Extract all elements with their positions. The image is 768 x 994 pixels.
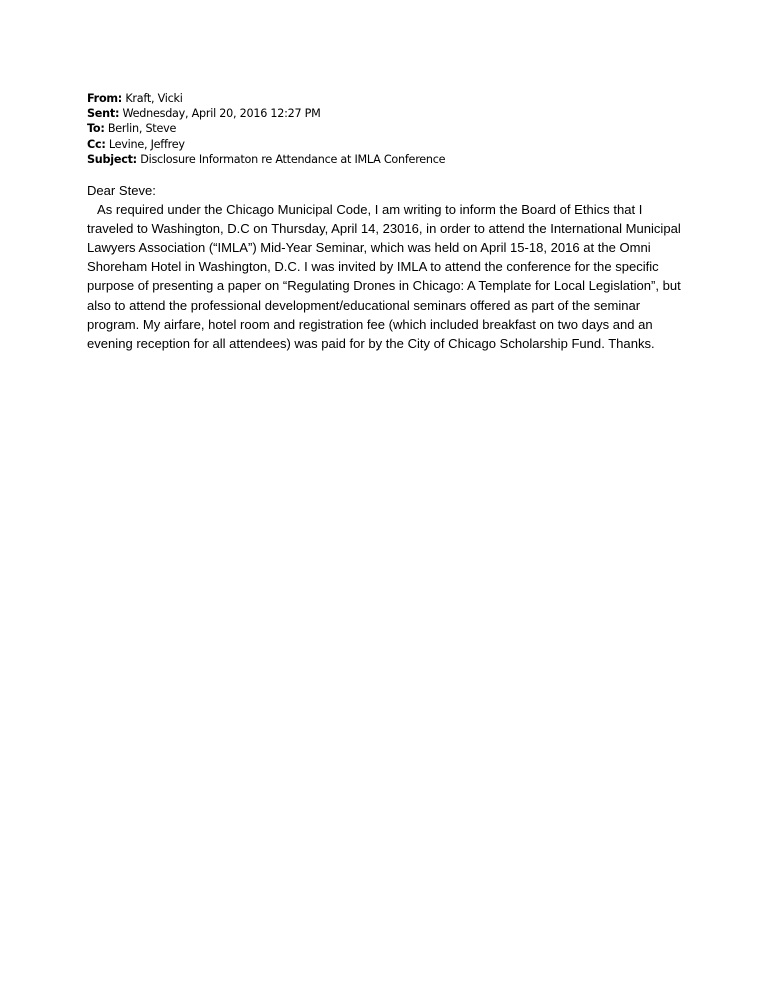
subject-value: Disclosure Informaton re Attendance at IMLA Conference xyxy=(140,152,446,166)
from-value: Kraft, Vicki xyxy=(125,92,183,105)
body-line: evening reception for all attendees) was paid for by the City of Chicago Scholarship Fund. Thanks. xyxy=(87,335,655,351)
cc-row xyxy=(87,137,687,152)
from-label: From: xyxy=(87,92,123,105)
email-body xyxy=(87,181,707,353)
body-line: also to attend the professional development/educational seminars offered as part of the seminar xyxy=(87,297,641,313)
sent-row xyxy=(87,106,687,121)
body-paragraph xyxy=(87,200,707,353)
email-header xyxy=(87,91,687,167)
body-line: program. My airfare, hotel room and registration fee (which included breakfast on two days and an xyxy=(87,316,653,332)
to-label: To: xyxy=(87,122,105,136)
body-line: traveled to Washington, D.C on Thursday, April 14, 23016, in order to attend the International Municipal xyxy=(87,221,681,237)
to-value: Berlin, Steve xyxy=(107,122,177,136)
body-line: purpose of presenting a paper on “Regulating Drones in Chicago: A Template for Local Legislation”, but xyxy=(87,278,681,294)
cc-label: Cc: xyxy=(87,137,106,151)
from-row xyxy=(87,91,687,106)
to-row xyxy=(87,121,687,136)
subject-label: Subject: xyxy=(87,152,137,166)
sent-value: Wednesday, April 20, 2016 12:27 PM xyxy=(122,107,321,121)
body-line: Shoreham Hotel in Washington, D.C. I was invited by IMLA to attend the conference for the specific xyxy=(87,259,659,275)
sent-label: Sent: xyxy=(87,107,120,121)
cc-value: Levine, Jeffrey xyxy=(108,137,185,151)
body-line: Lawyers Association (“IMLA”) Mid-Year Seminar, which was held on April 15-18, 2016 at the Omni xyxy=(87,240,651,256)
salutation: Dear Steve: xyxy=(87,183,156,198)
body-line: As required under the Chicago Municipal Code, I am writing to inform the Board of Ethics that I xyxy=(97,202,643,218)
subject-row xyxy=(87,152,687,167)
